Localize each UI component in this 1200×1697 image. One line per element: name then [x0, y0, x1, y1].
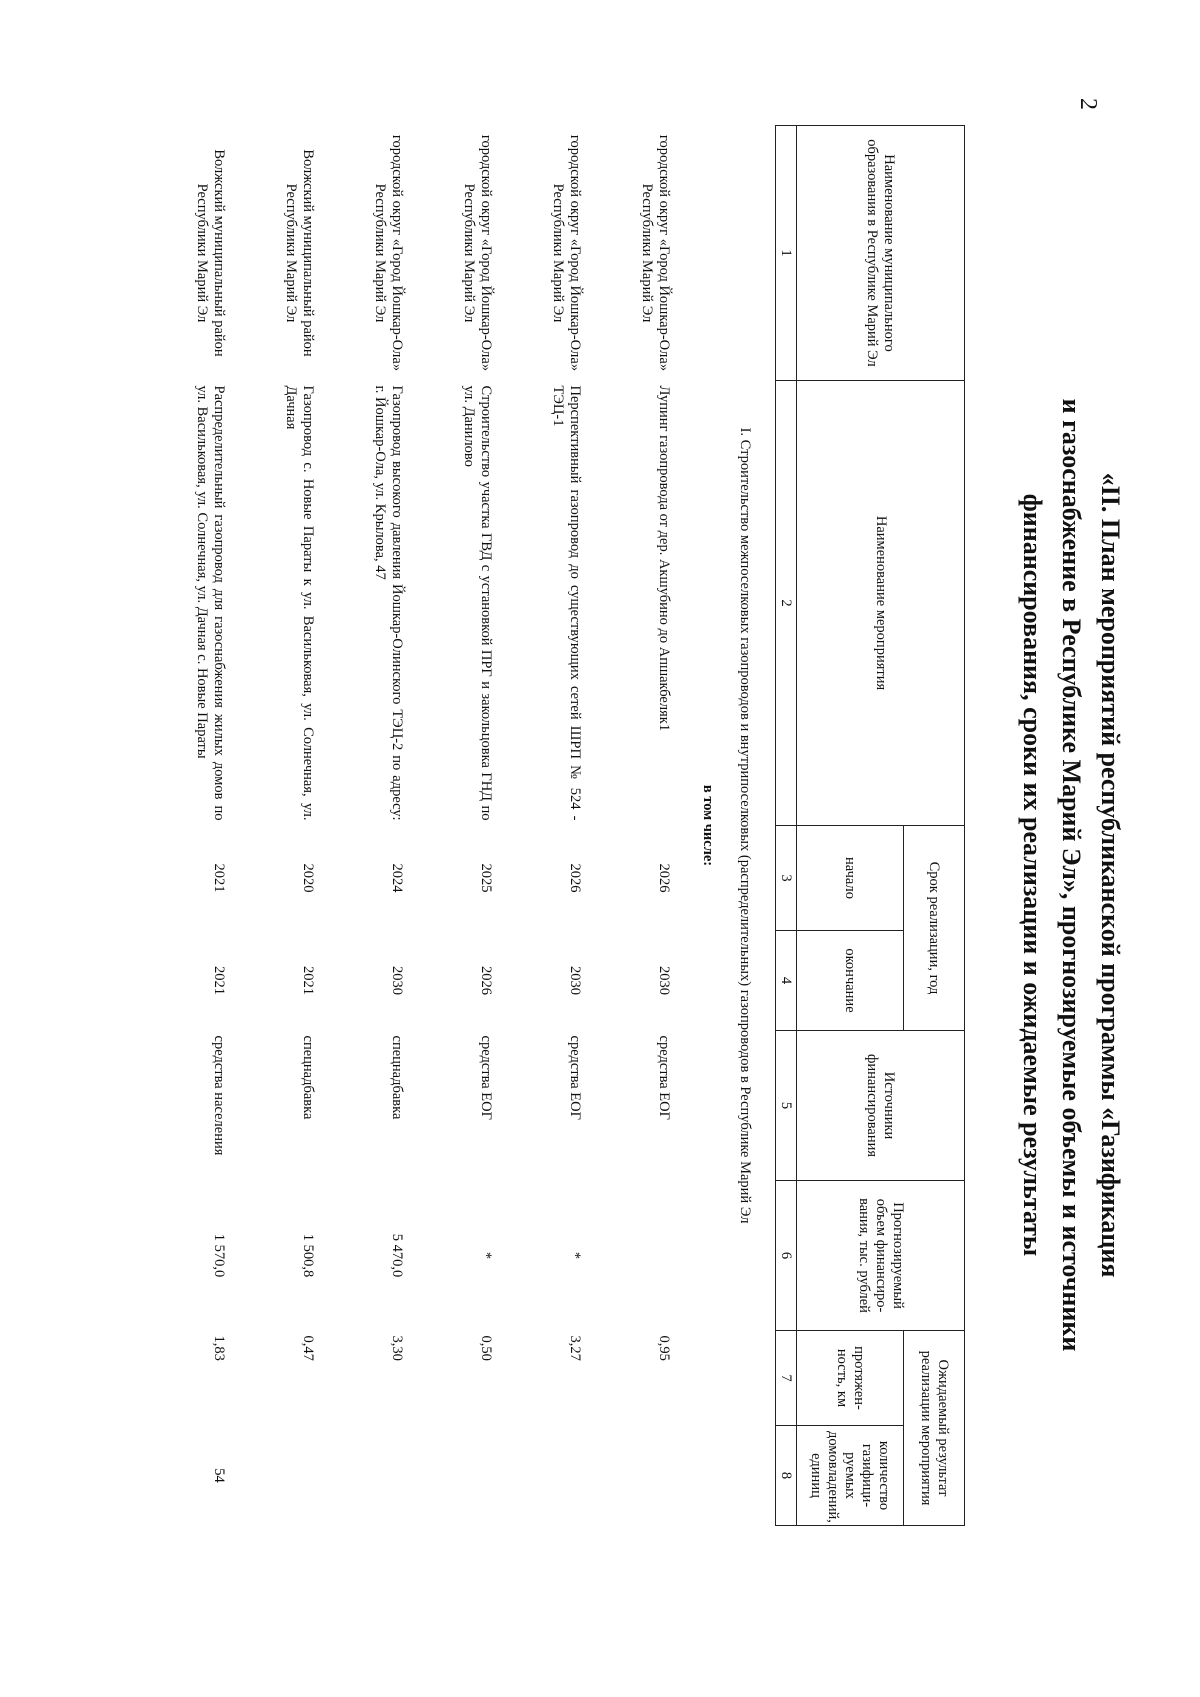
start-year-cell: 2026: [656, 863, 672, 893]
column-number: 3: [776, 826, 797, 931]
end-year-cell: 2021: [211, 966, 227, 995]
title-line-2: и газоснабжение в Республике Марий Эл», прогнозируемые объемы и источники: [1057, 398, 1086, 1352]
column-number: 2: [776, 381, 797, 826]
event-cell: Перспективный газопровод до существующих сетей ШРП № 524 - ТЭЦ-1: [550, 385, 583, 821]
header-length: протяжен-ность, км: [797, 1331, 904, 1426]
end-year-cell: 2030: [389, 966, 405, 995]
volume-cell: 1 500,8: [300, 1233, 316, 1278]
households-cell: [408, 1426, 497, 1526]
households-cell: [586, 1426, 675, 1526]
households-cell: [497, 1426, 586, 1526]
title-line-1: «II. План мероприятий республиканской программы «Газификация: [1096, 472, 1125, 1278]
header-expected: Ожидаемый результат реализации мероприятия: [904, 1331, 965, 1526]
municipality-cell: городской округ «Город Йошкар-Ола» Республики Марий Эл: [550, 134, 583, 372]
volume-cell: [586, 1181, 675, 1331]
municipality-cell: городской округ «Город Йошкар-Ола» Республики Марий Эл: [461, 134, 494, 372]
header-sources: Источники финансирования: [797, 1031, 965, 1181]
event-cell: Газопровод с. Новые Параты к ул. Васильковая, ул. Солнечная, ул. Дачная: [283, 385, 316, 821]
subheading: в том числе:: [700, 784, 716, 867]
header-end: окончание: [797, 931, 904, 1031]
column-number: 8: [776, 1426, 797, 1526]
end-year-cell: 2030: [656, 966, 672, 995]
event-cell: Распределительный газопровод для газоснабжения жилых домов по ул. Васильковая, ул. Солнечная, ул. Дачная с. Новые Параты: [194, 385, 227, 821]
source-cell: средства ЕОГ: [656, 1035, 672, 1121]
start-year-cell: 2020: [300, 863, 316, 893]
end-year-cell: 2030: [567, 966, 583, 995]
source-cell: средства населения: [211, 1035, 227, 1156]
header-event-name: Наименование мероприятия: [797, 381, 965, 826]
volume-cell: 1 570,0: [211, 1233, 227, 1278]
households-cell: 54: [211, 1468, 227, 1483]
column-number: 5: [776, 1031, 797, 1181]
event-cell: Газопровод высокого давления Йошкар-Олинского ТЭЦ-2 по адресу: г. Йошкар-Ола, ул. Крылова, 47: [372, 385, 405, 821]
households-cell: [230, 1426, 319, 1526]
start-year-cell: 2021: [211, 863, 227, 893]
event-cell: Строительство участка ГВД с установкой ПРГ и закольцовка ГНД по ул. Данилово: [461, 385, 494, 821]
header-volume: Прогнозируемый объем финансиро-вания, тыс. рублей: [797, 1181, 965, 1331]
municipality-cell: городской округ «Город Йошкар-Ола» Республики Марий Эл: [639, 134, 672, 372]
municipality-cell: Волжский муниципальный район Республики Марий Эл: [283, 149, 316, 357]
municipality-cell: Волжский муниципальный район Республики Марий Эл: [194, 149, 227, 357]
table-body: [141, 126, 776, 1526]
column-number: 1: [776, 126, 797, 381]
column-number-row: [776, 126, 797, 1526]
end-year-cell: 2021: [300, 966, 316, 995]
rotated-sheet: [194, 75, 1170, 1685]
page-number: 2: [1075, 98, 1101, 110]
length-cell: 0,50: [478, 1335, 494, 1361]
source-cell: спецнадбавка: [389, 1035, 405, 1120]
volume-cell: *: [478, 1251, 494, 1260]
length-cell: 3,27: [567, 1335, 583, 1361]
start-year-cell: 2026: [567, 863, 583, 893]
table-row: [408, 126, 497, 1526]
length-cell: 0,47: [300, 1335, 316, 1361]
table-row: [230, 126, 319, 1526]
municipality-cell: городской округ «Город Йошкар-Ола» Республики Марий Эл: [372, 134, 405, 372]
column-number: 6: [776, 1181, 797, 1331]
end-year-cell: 2026: [478, 966, 494, 995]
table-row: [319, 126, 408, 1526]
table-row: [497, 126, 586, 1526]
section-heading: I. Строительство межпоселковых газопроводов и внутрипоселковых (распределительных) газопроводов в Республике Марий Эл: [737, 427, 753, 1224]
start-year-cell: 2024: [389, 863, 405, 893]
households-cell: [319, 1426, 408, 1526]
document-title: [1010, 215, 1130, 1535]
start-year-cell: 2025: [478, 863, 494, 893]
source-cell: средства ЕОГ: [567, 1035, 583, 1121]
column-number: 7: [776, 1331, 797, 1426]
header-municipality: Наименование муниципального образования в Республике Марий Эл: [797, 126, 965, 381]
length-cell: 1,83: [211, 1335, 227, 1361]
source-cell: средства ЕОГ: [478, 1035, 494, 1121]
header-start: начало: [797, 826, 904, 931]
column-number: 4: [776, 931, 797, 1031]
header-period: Срок реализации, год: [904, 826, 965, 1031]
table-row: [586, 126, 675, 1526]
length-cell: 3,30: [389, 1335, 405, 1361]
table-row: [141, 126, 230, 1526]
header-households: количество газифици-руемых домовладений, единиц: [797, 1426, 904, 1526]
event-cell: Лупинг газопровода от дер. Акшубино до Апшакбеляк1: [656, 385, 672, 732]
volume-cell: *: [567, 1251, 583, 1260]
section-row: [732, 126, 776, 1526]
length-cell: 0,95: [656, 1335, 672, 1361]
subheading-row: [675, 126, 732, 1526]
source-cell: спецнадбавка: [300, 1035, 316, 1120]
title-line-3: финансирования, сроки их реализации и ожидаемые результаты: [1018, 493, 1047, 1257]
table-header: [776, 126, 965, 1526]
plan-table: [141, 125, 965, 1526]
volume-cell: 5 470,0: [389, 1233, 405, 1278]
